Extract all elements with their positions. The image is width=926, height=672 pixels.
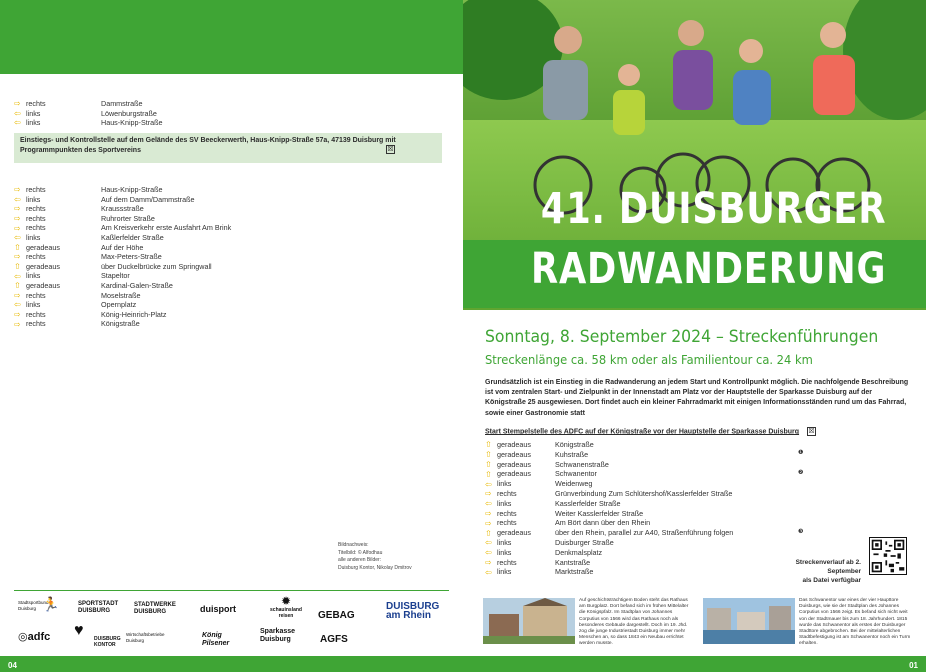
route-direction: links [26, 118, 41, 128]
arrow-left-icon: ⇦ [14, 271, 21, 281]
waypoint-marker: ❷ [798, 470, 804, 476]
stadtwerke-logo: STADTWERKE DUISBURG [134, 602, 176, 615]
route-direction: links [26, 232, 41, 242]
schwanentor-photo [703, 598, 795, 644]
event-title-line2: RADWANDERUNG [530, 244, 886, 294]
route-row [485, 528, 733, 538]
waypoint-marker: ❶ [798, 450, 804, 456]
right-page [463, 0, 926, 672]
arrow-left-icon: ⇦ [485, 567, 492, 577]
route-street: Marktstraße [555, 567, 594, 577]
arrow-right-icon: ⇨ [14, 252, 21, 262]
arrow-up-icon: ⇧ [485, 450, 492, 460]
route-direction: geradeaus [497, 440, 531, 449]
route-direction: links [497, 479, 512, 489]
route-street: Denkmalsplatz [555, 547, 603, 557]
arrow-left-icon: ⇦ [14, 194, 21, 204]
sponsor-logos [14, 596, 454, 652]
route-direction: geradeaus [497, 469, 531, 479]
route-street: Opernplatz [101, 300, 137, 310]
route-street: Königstraße [101, 319, 140, 329]
arrow-right-icon: ⇨ [485, 518, 492, 528]
route-direction: links [497, 537, 512, 547]
route-row [485, 548, 733, 558]
route-street: Löwenburgstraße [101, 108, 157, 118]
route-street: Max-Peters-Straße [101, 252, 162, 262]
stadtsportbund-logo: Stadtsportbund Duisburg [18, 600, 49, 611]
route-row [14, 109, 163, 119]
route-street: Am Kreisverkehr erste Ausfahrt Am Brink [101, 223, 232, 233]
route-direction: rechts [26, 99, 46, 108]
agfs-logo: AGFS [320, 634, 348, 645]
route-direction: rechts [26, 290, 46, 300]
route-direction: geradeaus [497, 449, 531, 459]
intro-paragraph: Grundsätzlich ist ein Einstieg in die Radwanderung an jedem Start und Kontrollpunkt möglich. Die nachfolgende Beschreibung ist vom zentralen Start- und Zielpunkt in der Innenstadt am Platz vor der Hauptstelle der Sparkasse Duisburg auf der Königstraße 25 ausgewiesen. Dort findet auch ein kleiner Fahrradmarkt mit einigen Informationsständen rund um das Fahrrad, sowie einer Gastronomie statt [485, 379, 909, 417]
route-direction: links [497, 567, 512, 577]
page-number: 04 [8, 661, 17, 670]
route-direction: links [26, 300, 41, 310]
route-street: Grünverbindung Zum Schlütershof/Kasslerfelder Straße [555, 488, 733, 498]
route-street: Moselstraße [101, 290, 141, 300]
route-direction: rechts [497, 518, 517, 528]
route-row [14, 214, 231, 224]
bottom-green-band [0, 656, 463, 672]
route-street: Haus-Knipp-Straße [101, 118, 163, 128]
bike-icon: ◎ [18, 631, 28, 643]
route-row [14, 252, 231, 262]
route-row [14, 291, 231, 301]
route-direction: rechts [26, 319, 46, 329]
route-direction: rechts [26, 309, 46, 319]
arrow-right-icon: ⇨ [14, 290, 21, 300]
route-row [485, 558, 733, 568]
route-street: Schwanentor [555, 469, 597, 479]
photo-caption: Auf geschichtsträchtigem Boden steht das Rathaus am Burgplatz. Dort befand sich im frühen Mittelalter die Königspfalz. Im Stadtplan von Johannes Corputius von 1566 wird das Rathaus noch als besonderes Gebäude dargestellt. Doch im 19. Jhd. zog die junge Industriestadt Duisburg immer mehr Menschen an, so dass 1843 ein Neubau errichtet werden musste. [579, 598, 689, 647]
route-street: Auf der Höhe [101, 242, 144, 252]
route-length-heading: Streckenlänge ca. 58 km oder als Familientour ca. 24 km [485, 352, 813, 367]
arrow-up-icon: ⇧ [485, 440, 492, 450]
route-row [485, 489, 733, 499]
sportstadt-logo: SPORTSTADT DUISBURG [78, 601, 119, 614]
checkpoint-box [14, 133, 442, 163]
qr-caption [761, 558, 861, 585]
route-street: Weiter Kasslerfelder Straße [555, 508, 644, 518]
route-row [14, 243, 231, 253]
arrow-up-icon: ⇧ [485, 528, 492, 538]
arrow-up-icon: ⇧ [485, 469, 492, 479]
credit-line: Bildnachweis: [338, 542, 369, 548]
route-row [485, 567, 733, 577]
route-row [485, 460, 733, 470]
checkpoint-text: Einstiegs- und Kontrollstelle auf dem Gelände des SV Beeckerwerth, Haus-Knipp-Straße 57a, 47139 Duisburg mit Programmpunkten des Sportvereins [20, 137, 396, 154]
arrow-right-icon: ⇨ [14, 204, 21, 214]
route-street: Schwanenstraße [555, 459, 609, 469]
credit-line: Duisburg Kontor, Nikolay Dmitrov [338, 564, 412, 571]
route-row [14, 233, 231, 243]
route-row [485, 440, 733, 450]
credit-line: Titelbild: © Alfodhau [338, 549, 383, 556]
route-list-main [14, 185, 231, 329]
route-row [14, 281, 231, 291]
waypoint-marker: ❸ [798, 529, 804, 535]
route-direction: links [26, 194, 41, 204]
arrow-right-icon: ⇨ [14, 223, 21, 233]
start-line-text: Start Stempelstelle des ADFC auf der Königstraße vor der Hauptstelle der Sparkasse Duisburg [485, 428, 800, 436]
route-direction: rechts [26, 213, 46, 223]
route-row [14, 300, 231, 310]
gebag-logo: GEBAG [318, 610, 355, 621]
route-row [14, 118, 163, 128]
route-row [14, 319, 231, 329]
route-list-start [485, 440, 733, 577]
route-direction: links [26, 271, 41, 281]
sportler-icon: 🏃 [42, 596, 60, 612]
route-street: Kantstraße [555, 557, 591, 567]
duisport-logo: duisport [200, 604, 236, 614]
arrow-left-icon: ⇦ [485, 538, 492, 548]
route-street: Stapeltor [101, 271, 130, 281]
sparkasse-logo: Sparkasse Duisburg [260, 628, 296, 643]
adfc-logo: ◎adfc [18, 631, 51, 643]
arrow-right-icon: ⇨ [485, 557, 492, 567]
footer-divider [14, 590, 449, 591]
route-street: über den Rhein, parallel zur A40, Straßenführung folgen [555, 528, 734, 538]
route-direction: rechts [26, 223, 46, 233]
route-list-top [14, 99, 163, 128]
route-row [14, 271, 231, 281]
arrow-right-icon: ⇨ [14, 214, 21, 224]
image-credits [338, 542, 412, 572]
arrow-left-icon: ⇦ [14, 108, 21, 118]
route-street: Ruhrorter Straße [101, 213, 155, 223]
route-street: Auf dem Damm/Dammstraße [101, 194, 195, 204]
route-direction: geradeaus [497, 528, 531, 538]
route-street: Kasslerfelder Straße [555, 498, 621, 508]
duisburg-logo: DUISBURG am Rhein [386, 601, 440, 621]
route-street: Kuhstraße [555, 449, 589, 459]
bottom-green-band [463, 656, 926, 672]
route-row [485, 538, 733, 548]
route-direction: links [497, 498, 512, 508]
arrow-left-icon: ⇦ [485, 499, 492, 509]
heart-icon: ♥ [74, 622, 84, 639]
arrow-right-icon: ⇨ [14, 185, 21, 195]
route-row [14, 223, 231, 233]
date-heading: Sonntag, 8. September 2024 – Streckenführungen [485, 327, 879, 347]
route-direction: geradeaus [497, 459, 531, 469]
route-row [485, 499, 733, 509]
route-direction: rechts [26, 204, 46, 214]
route-direction: rechts [497, 488, 517, 498]
route-direction: geradeaus [26, 242, 60, 252]
arrow-left-icon: ⇦ [14, 233, 21, 243]
arrow-left-icon: ⇦ [485, 479, 492, 489]
page-number: 01 [909, 661, 918, 670]
route-row [14, 204, 231, 214]
route-street: über Duckelbrücke zum Springwall [101, 261, 212, 271]
route-direction: geradeaus [26, 280, 60, 290]
route-direction: links [26, 108, 41, 118]
route-row [14, 262, 231, 272]
route-row [14, 185, 231, 195]
arrow-up-icon: ⇧ [485, 459, 492, 469]
arrow-right-icon: ⇨ [14, 310, 21, 320]
qr-caption-line: als Datei verfügbar [802, 577, 861, 584]
route-row [485, 469, 733, 479]
route-direction: geradeaus [26, 261, 60, 271]
route-street: Haus-Knipp-Straße [101, 185, 163, 194]
arrow-right-icon: ⇨ [485, 489, 492, 499]
schauinsland-logo: ✹ schauinsland reisen [270, 594, 302, 619]
arrow-left-icon: ⇦ [14, 118, 21, 128]
top-green-band [0, 0, 463, 74]
route-direction: rechts [497, 557, 517, 567]
route-row [14, 310, 231, 320]
arrow-right-icon: ⇨ [14, 319, 21, 329]
route-row [485, 518, 733, 528]
photo-caption: Das Schwanentor war eines der vier Haupttore Duisburgs, wie sie der Stadtplan des Johannes Corputius von 1566 zeigt. Es befand sich nicht weit von der Stadtmauer bis zum 18. Jahrhundert. 1815 wurde das Schwanentor als erstes der Duisburger Stadttore abgebrochen. Bei der mittelalterlichen Stadtbefestigung ist am Schwanentor noch ein Turm erhalten. [799, 598, 911, 647]
route-street: Weidenweg [555, 479, 593, 489]
route-row [485, 509, 733, 519]
route-direction: rechts [26, 185, 46, 194]
route-row [14, 195, 231, 205]
route-street: Dammstraße [101, 99, 143, 108]
arrow-right-icon: ⇨ [485, 508, 492, 518]
stamp-checkbox-icon: ☒ [387, 146, 394, 153]
route-row [485, 479, 733, 489]
kontor-logo: DUISBURG KONTOR [94, 636, 121, 648]
event-title-line1: 41. DUISBURGER [540, 184, 886, 234]
arrow-left-icon: ⇦ [485, 548, 492, 558]
route-direction: links [497, 547, 512, 557]
arrow-up-icon: ⇧ [14, 242, 21, 252]
route-row [14, 99, 163, 109]
rathaus-photo [483, 598, 575, 644]
route-street: Kardinal-Galen-Straße [101, 280, 173, 290]
arrow-up-icon: ⇧ [14, 262, 21, 272]
sun-icon: ✹ [280, 594, 292, 608]
route-street: Königstraße [555, 440, 594, 449]
qr-code-icon[interactable] [869, 537, 907, 575]
route-street: Duisburger Straße [555, 537, 614, 547]
route-street: König-Heinrich-Platz [101, 309, 167, 319]
route-street: Kaßlerfelder Straße [101, 232, 164, 242]
arrow-right-icon: ⇨ [14, 99, 21, 109]
route-street: Kraussstraße [101, 204, 144, 214]
koenig-logo: König Pilsener [202, 632, 230, 647]
wirtschaftsbetriebe-logo: Wirtschaftsbetriebe Duisburg [126, 632, 165, 643]
route-street: Am Bört dann über den Rhein [555, 518, 651, 528]
arrow-up-icon: ⇧ [14, 281, 21, 291]
route-direction: rechts [26, 252, 46, 262]
qr-caption-line: Streckenverlauf ab 2. September [795, 559, 861, 575]
start-line [485, 427, 816, 436]
arrow-left-icon: ⇦ [14, 300, 21, 310]
credit-line: alle anderen Bilder: [338, 557, 382, 563]
stamp-checkbox-icon: ☒ [808, 428, 815, 435]
route-row [485, 450, 733, 460]
route-direction: rechts [497, 508, 517, 518]
